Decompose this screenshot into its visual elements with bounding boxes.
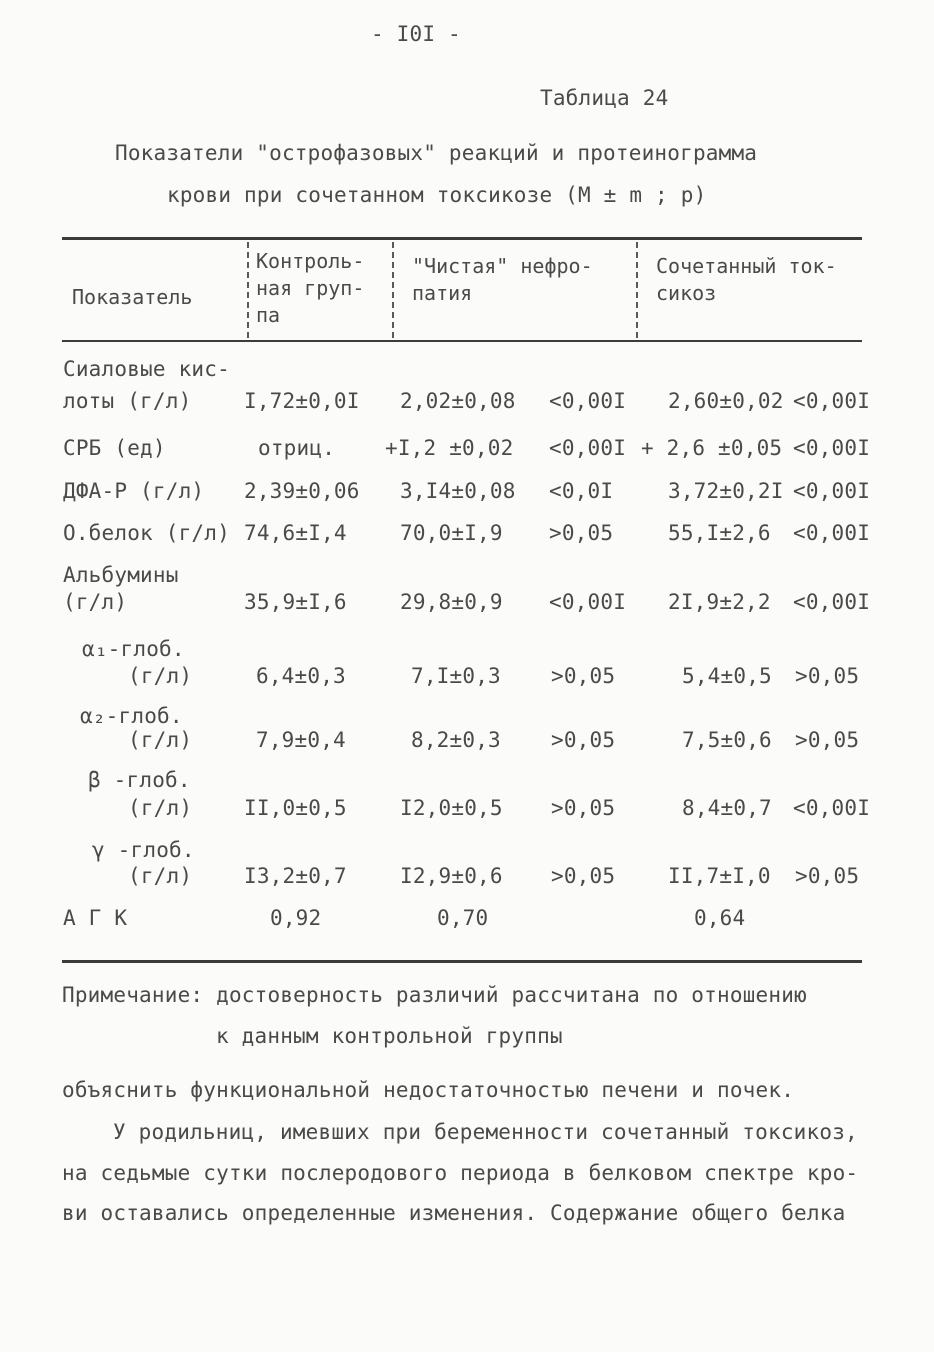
cell-p-nephropathy: <0,00I bbox=[549, 590, 627, 614]
cell-nephropathy: I2,9±0,6 bbox=[400, 864, 503, 888]
row-label: β -глоб. bbox=[88, 768, 191, 792]
row-label-unit: (г/л) bbox=[128, 864, 193, 888]
header-indicator: Показатель bbox=[72, 285, 193, 309]
cell-control: 0,92 bbox=[270, 906, 322, 930]
cell-control: I,72±0,0I bbox=[244, 389, 360, 413]
cell-p-nephropathy: <0,00I bbox=[549, 389, 627, 413]
cell-control: I3,2±0,7 bbox=[244, 864, 347, 888]
cell-combined: 8,4±0,7 bbox=[682, 796, 772, 820]
cell-nephropathy: 70,0±I,9 bbox=[400, 521, 503, 545]
header-divider-3 bbox=[636, 242, 638, 338]
cell-p-nephropathy: <0,0I bbox=[549, 479, 614, 503]
row-label-unit: (г/л) bbox=[63, 590, 128, 614]
cell-p-combined: <0,00I bbox=[793, 796, 871, 820]
header-divider-2 bbox=[392, 242, 394, 338]
cell-control: 74,6±I,4 bbox=[244, 521, 347, 545]
body-text-line: объяснить функциональной недостаточностью печени и почек. bbox=[62, 1078, 795, 1102]
cell-p-combined: <0,00I bbox=[793, 479, 871, 503]
table-note-line-2: к данным контрольной группы bbox=[216, 1024, 563, 1048]
row-label: α₂-глоб. bbox=[80, 704, 183, 728]
table-caption-line-1: Показатели "острофазовых" реакций и протеинограмма bbox=[115, 141, 758, 165]
row-label-unit: (г/л) bbox=[128, 796, 193, 820]
table-note-line-1: Примечание: достоверность различий рассчитана по отношению bbox=[62, 983, 807, 1007]
cell-combined: 2I,9±2,2 bbox=[668, 590, 771, 614]
cell-p-nephropathy: >0,05 bbox=[551, 796, 616, 820]
header-pure-nephropathy: "Чистая" нефро- патия bbox=[412, 254, 593, 305]
cell-combined: + 2,6 ±0,05 bbox=[641, 436, 783, 460]
row-label: Альбумины bbox=[63, 563, 179, 587]
cell-control: 2,39±0,06 bbox=[244, 479, 360, 503]
cell-p-combined: >0,05 bbox=[795, 664, 860, 688]
cell-p-combined: <0,00I bbox=[793, 389, 871, 413]
cell-nephropathy: 0,70 bbox=[437, 906, 489, 930]
cell-combined: 7,5±0,6 bbox=[682, 728, 772, 752]
cell-combined: 3,72±0,2I bbox=[668, 479, 784, 503]
body-text-line: У родильниц, имевших при беременности сочетанный токсикоз, bbox=[113, 1120, 858, 1144]
cell-p-combined: >0,05 bbox=[795, 864, 860, 888]
row-label-unit: (г/л) bbox=[128, 664, 193, 688]
cell-control: 6,4±0,3 bbox=[256, 664, 346, 688]
cell-p-combined: >0,05 bbox=[795, 728, 860, 752]
cell-combined: 55,I±2,6 bbox=[668, 521, 771, 545]
body-text-line: ви оставались определенные изменения. Содержание общего белка bbox=[62, 1201, 846, 1225]
table-label: Таблица 24 bbox=[540, 86, 669, 110]
table-bottom-rule bbox=[62, 960, 862, 963]
body-text-line: на седьмые сутки послеродового периода в белковом спектре кро- bbox=[62, 1161, 859, 1185]
cell-p-nephropathy: >0,05 bbox=[551, 664, 616, 688]
row-label: О.белок (г/л) bbox=[63, 521, 230, 545]
header-combined-toxicosis: Сочетанный ток- сикоз bbox=[656, 254, 837, 305]
row-label: А Г К bbox=[63, 906, 128, 930]
cell-combined: 2,60±0,02 bbox=[668, 389, 784, 413]
cell-nephropathy: 2,02±0,08 bbox=[400, 389, 516, 413]
cell-control: 35,9±I,6 bbox=[244, 590, 347, 614]
cell-combined: II,7±I,0 bbox=[668, 864, 771, 888]
row-label: Сиаловые кис- bbox=[63, 357, 230, 381]
cell-p-combined: <0,00I bbox=[793, 521, 871, 545]
cell-p-nephropathy: >0,05 bbox=[549, 521, 614, 545]
cell-nephropathy: 29,8±0,9 bbox=[400, 590, 503, 614]
cell-p-combined: <0,00I bbox=[793, 590, 871, 614]
cell-control: 7,9±0,4 bbox=[256, 728, 346, 752]
table-header-rule bbox=[62, 340, 862, 342]
cell-nephropathy: 8,2±0,3 bbox=[411, 728, 501, 752]
cell-nephropathy: 3,I4±0,08 bbox=[400, 479, 516, 503]
header-control-group: Контроль- ная груп- па bbox=[256, 249, 365, 327]
row-label: СРБ (ед) bbox=[63, 436, 166, 460]
cell-nephropathy: I2,0±0,5 bbox=[400, 796, 503, 820]
header-divider-1 bbox=[247, 242, 249, 338]
cell-nephropathy: +I,2 ±0,02 bbox=[385, 436, 514, 460]
cell-combined: 5,4±0,5 bbox=[682, 664, 772, 688]
cell-control: отриц. bbox=[258, 436, 336, 460]
table-top-rule bbox=[62, 237, 862, 240]
cell-p-nephropathy: <0,00I bbox=[549, 436, 627, 460]
cell-p-nephropathy: >0,05 bbox=[551, 728, 616, 752]
cell-nephropathy: 7,I±0,3 bbox=[411, 664, 501, 688]
table-caption-line-2: крови при сочетанном токсикозе (М ± m ; р) bbox=[167, 183, 707, 207]
row-label-unit: (г/л) bbox=[128, 728, 193, 752]
cell-p-nephropathy: >0,05 bbox=[551, 864, 616, 888]
row-label-unit: лоты (г/л) bbox=[63, 389, 192, 413]
cell-control: II,0±0,5 bbox=[244, 796, 347, 820]
row-label: ДФА-Р (г/л) bbox=[63, 479, 205, 503]
page-number: - I0I - bbox=[371, 22, 461, 46]
row-label: γ -глоб. bbox=[92, 838, 195, 862]
cell-p-combined: <0,00I bbox=[793, 436, 871, 460]
row-label: α₁-глоб. bbox=[82, 637, 185, 661]
cell-combined: 0,64 bbox=[694, 906, 746, 930]
